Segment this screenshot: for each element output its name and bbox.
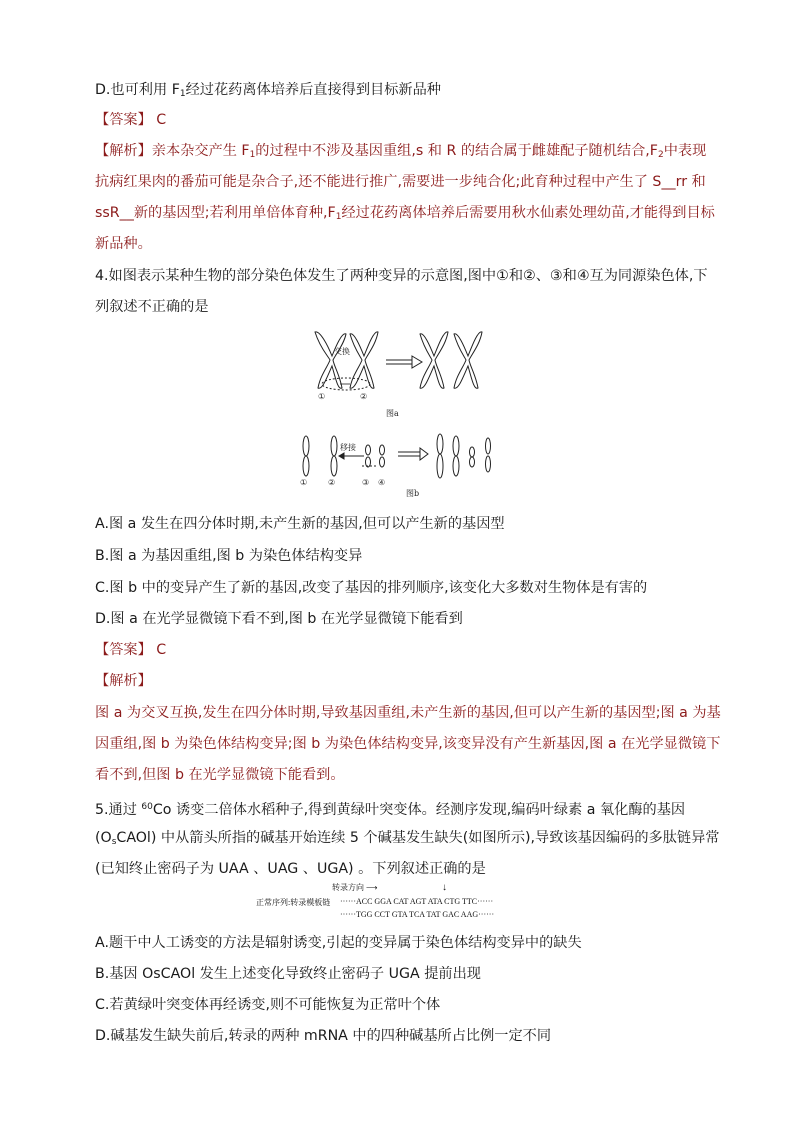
figure-b-label-3: ③	[362, 478, 370, 487]
figure-b-caption: 图b	[406, 489, 420, 498]
figure-a-swap-label: 交换	[334, 347, 350, 356]
q4-analysis-tag: 【解析】	[95, 673, 152, 689]
figure-b-move-label: 移接	[340, 443, 356, 452]
q5-stem-line3: (已知终止密码子为 UAA 、UAG 、UGA) 。下列叙述正确的是	[95, 861, 486, 877]
q4-stem-line2: 列叙述不正确的是	[95, 299, 209, 315]
figure-b-label-2: ②	[328, 478, 336, 487]
figure-b	[298, 432, 502, 502]
sequence-figure	[256, 880, 556, 926]
q3-analysis-line1: 【解析】亲本杂交产生 $F_1$的过程中不涉及基因重组,s 和 R 的结合属于雌雄配子随机结合$,F_2$中表现	[95, 143, 707, 160]
q5-option-d: D.碱基发生缺失前后,转录的两种 mRNA 中的四种碱基所占比例一定不同	[95, 1028, 552, 1044]
q5-stem-line2: $(O_sCAOl)$ 中从箭头所指的碱基开始连续 5 个碱基发生缺失(如图所示),导致该基因编码的多肽链异常	[95, 830, 720, 847]
q4-option-c: C.图 b 中的变异产生了新的基因,改变了基因的排列顺序,该变化大多数对生物体是有害的	[95, 580, 648, 596]
sequence-label: 正常序列:转录模板链	[256, 898, 331, 907]
q4-analysis-line1: 图 a 为交叉互换,发生在四分体时期,导致基因重组,未产生新的基因,但可以产生新的基因型;图 a 为基	[95, 705, 721, 721]
figure-b-label-1: ①	[300, 478, 308, 487]
figure-a	[300, 328, 500, 420]
transcription-direction-label: 转录方向 ⟶	[332, 883, 378, 892]
q3-option-d: D.也可利用 $F_1$经过花药离体培养后直接得到目标新品种	[95, 82, 441, 99]
q5-option-a: A.题干中人工诱变的方法是辐射诱变,引起的变异属于染色体结构变异中的缺失	[95, 935, 582, 951]
deletion-arrow-icon: ↓	[442, 882, 447, 893]
q4-analysis-line2: 因重组,图 b 为染色体结构变异;图 b 为染色体结构变异,该变异没有产生新基因,图 a 在光学显微镜下	[95, 736, 721, 752]
q5-option-c: C.若黄绿叶突变体再经诱变,则不可能恢复为正常叶个体	[95, 997, 441, 1013]
figure-a-label-1: ①	[318, 392, 326, 401]
q4-analysis-line3: 看不到,但图 b 在光学显微镜下能看到。	[95, 767, 345, 783]
q3-analysis-line3: ssR__新的基因型;若利用单倍体育种$,F_1$经过花药离体培养后需要用秋水仙素处理幼苗,才能得到目标	[95, 205, 715, 222]
figure-a-chromosomes	[300, 328, 500, 420]
q5-stem-line1: 5.通过 $^{60}$Co 诱变二倍体水稻种子,得到黄绿叶突变体。经测序发现,编码叶绿素 a 氧化酶的基因	[95, 802, 686, 818]
q4-answer: 【答案】 C	[95, 642, 167, 658]
figure-b-label-4: ④	[378, 478, 386, 487]
q3-answer: 【答案】 C	[95, 112, 167, 128]
figure-b-chromosomes	[298, 432, 502, 502]
q4-option-a: A.图 a 发生在四分体时期,未产生新的基因,但可以产生新的基因型	[95, 516, 505, 532]
q4-option-b: B.图 a 为基因重组,图 b 为染色体结构变异	[95, 548, 363, 564]
figure-a-label-2: ②	[360, 392, 368, 401]
q3-analysis-line2: 抗病红果肉的番茄可能是杂合子,还不能进行推广,需要进一步纯合化;此育种过程中产生了 S__rr 和	[95, 174, 706, 190]
template-strand-bottom: ······TGG CCT GTA TCA TAT GAC AAG······	[340, 910, 495, 919]
figure-a-caption: 图a	[386, 409, 399, 418]
q3-analysis-line4: 新品种。	[95, 236, 152, 252]
q4-stem-line1: 4.如图表示某种生物的部分染色体发生了两种变异的示意图,图中①和②、③和④互为同源染色体,下	[95, 268, 708, 284]
q4-option-d: D.图 a 在光学显微镜下看不到,图 b 在光学显微镜下能看到	[95, 611, 463, 627]
q5-option-b: B.基因 OsCAOl 发生上述变化导致终止密码子 UGA 提前出现	[95, 966, 481, 982]
template-strand-top: ······ACC GGA CAT AGT ATA CTG TTC······	[340, 897, 494, 906]
